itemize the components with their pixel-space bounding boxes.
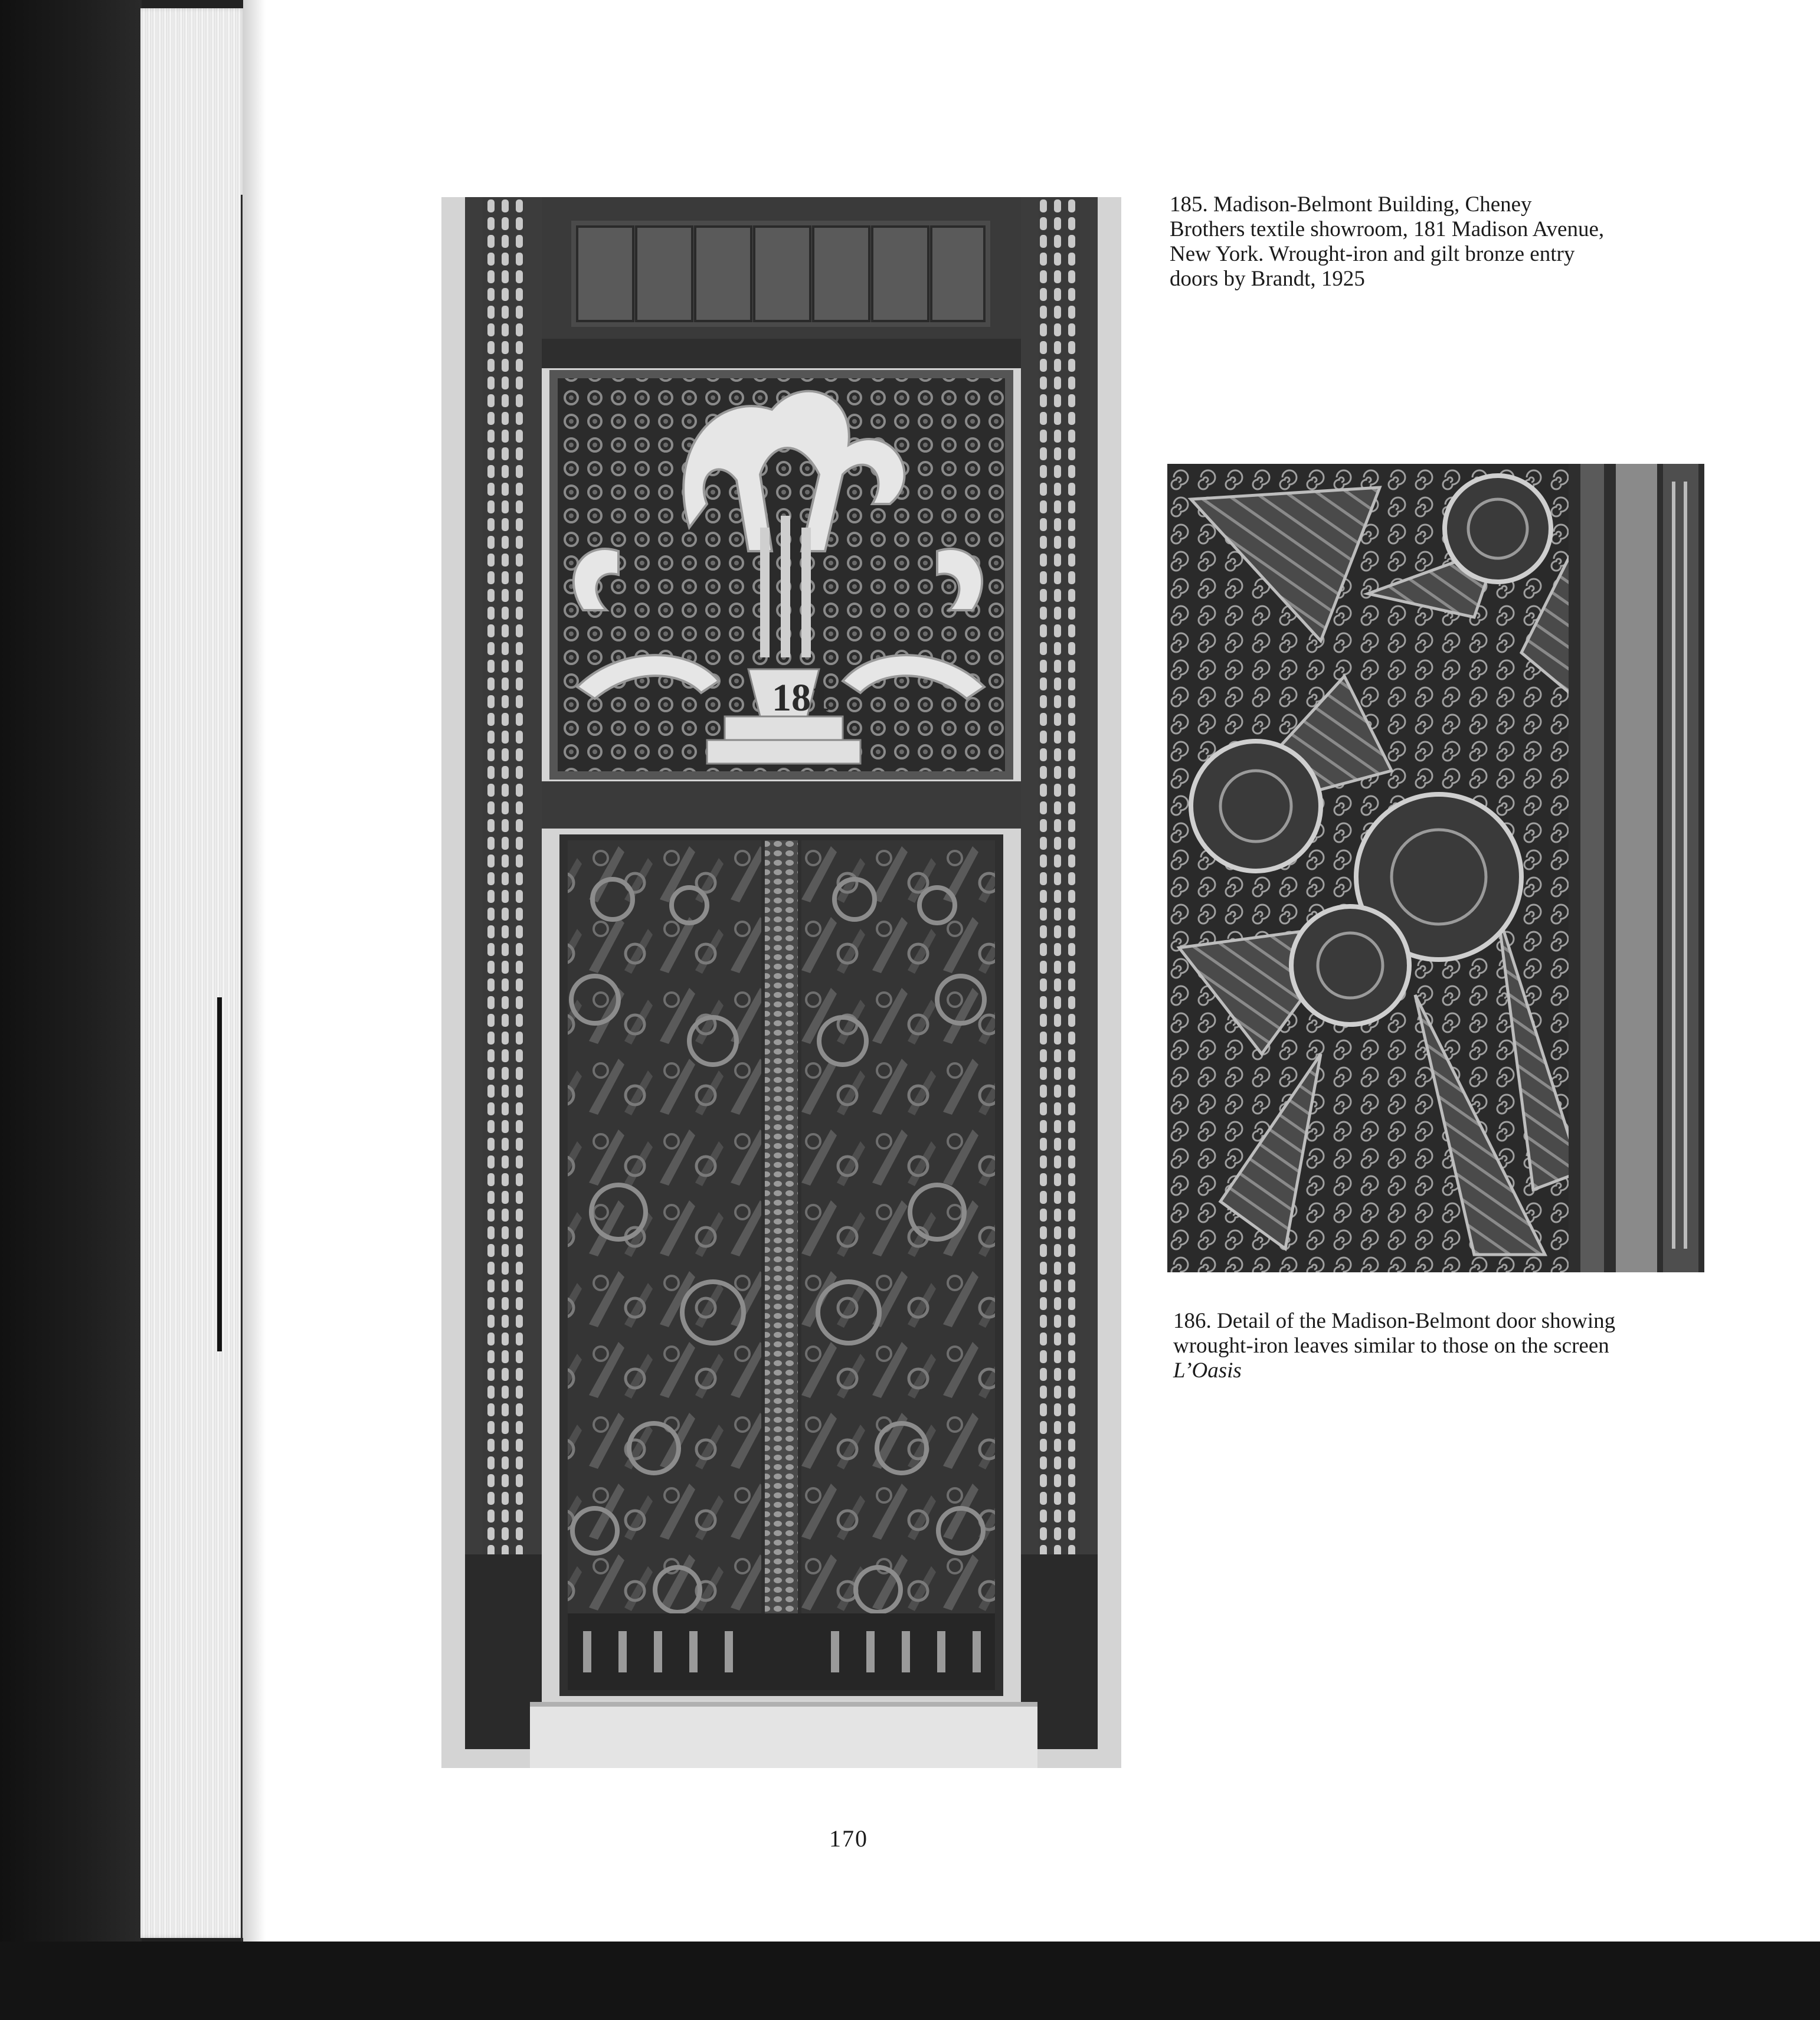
photo-door-detail [1167, 464, 1704, 1272]
edge-mark [217, 997, 222, 1351]
detail-photo-illustration [1167, 464, 1704, 1272]
gutter-line [241, 195, 243, 1942]
photo-number-181: 181 [772, 676, 830, 719]
photo-madison-belmont-door [441, 197, 1121, 1768]
door-photo-illustration [441, 197, 1121, 1768]
page-number: 170 [829, 1825, 868, 1852]
caption-figure-186 [1173, 1309, 1622, 1383]
page-spine-shadow [243, 0, 266, 1942]
page-block-edges [140, 8, 247, 1938]
scanner-bottom-band [0, 1942, 1820, 2020]
caption-186-artwork-title: L’Oasis [1173, 1358, 1242, 1383]
caption-figure-185: 185. Madison-Belmont Building, Cheney Brothers textile showroom, 181 Madison Avenue, New York. Wrought-iron and gilt bronze entry doors by Brandt, 1925 [1170, 192, 1605, 291]
caption-186-text: 186. Detail of the Madison-Belmont door showing wrought-iron leaves similar to those on the screen [1173, 1309, 1616, 1358]
book-spine-shadow [0, 0, 142, 2020]
book-page [243, 0, 1820, 1942]
